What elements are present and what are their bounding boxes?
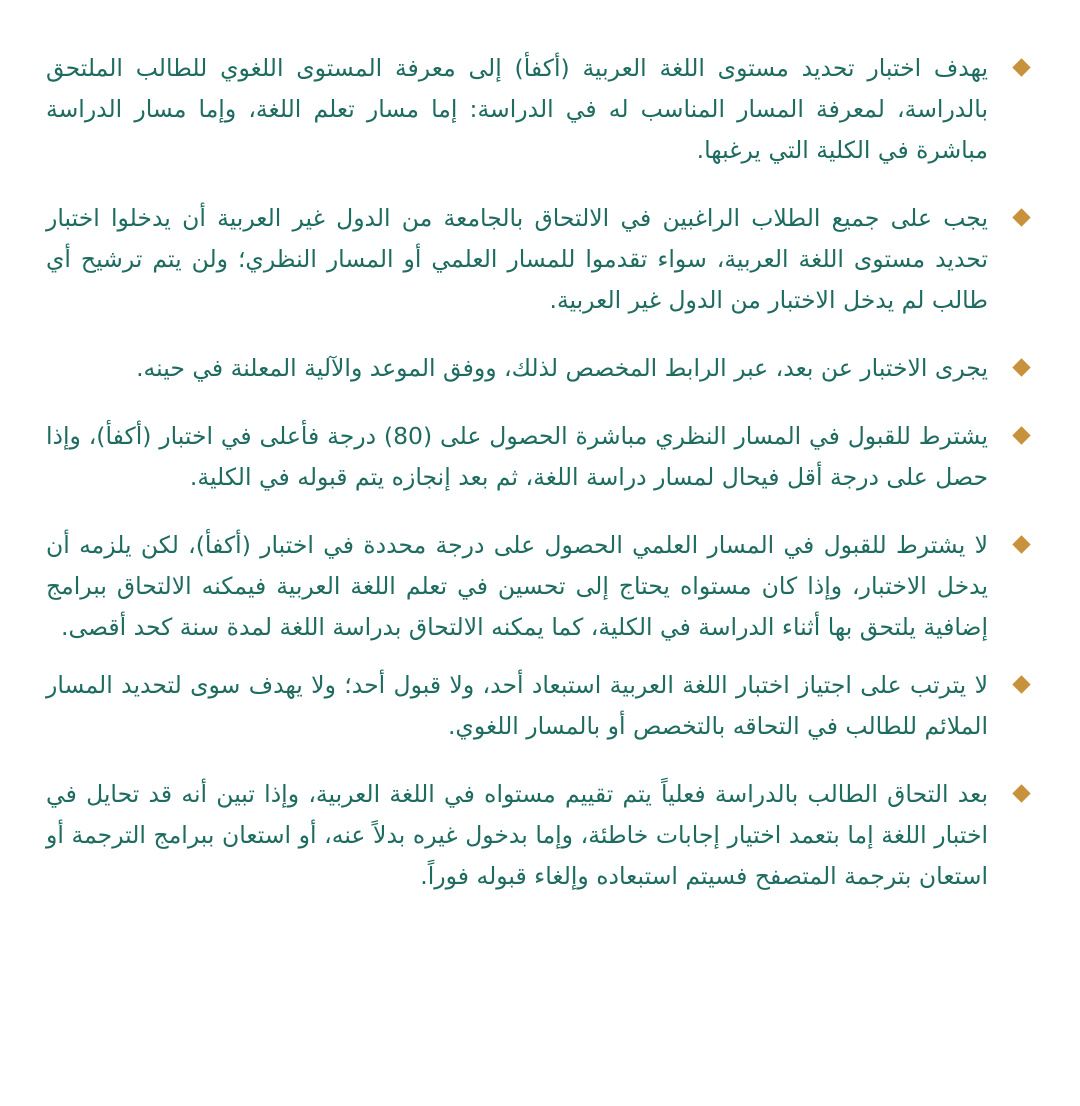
list-item-text: بعد التحاق الطالب بالدراسة فعلياً يتم تقييم مستواه في اللغة العربية، وإذا تبين أنه قد تحايل في اختبار اللغة إما بتعمد اختيار إجابات خاطئة، وإما بدخول غيره بدلاً عنه، أو استعان ببرامج الترجمة أو استعان بترجمة المتصفح فسيتم استبعاده وإلغاء قبوله فوراً. [46, 780, 988, 890]
list-item [46, 774, 1032, 897]
list-item-text: يجب على جميع الطلاب الراغبين في الالتحاق بالجامعة من الدول غير العربية أن يدخلوا اختبار تحديد مستوى اللغة العربية، سواء تقدموا للمسار العلمي أو المسار النظري؛ ولن يتم ترشيح أي طالب لم يدخل الاختبار من الدول غير العربية. [46, 204, 988, 314]
list-item [46, 416, 1032, 498]
diamond-bullet-icon [1012, 426, 1030, 444]
list-item-text: يهدف اختبار تحديد مستوى اللغة العربية (أكفأ) إلى معرفة المستوى اللغوي للطالب الملتحق بالدراسة، لمعرفة المسار المناسب له في الدراسة: إما مسار تعلم اللغة، وإما مسار الدراسة مباشرة في الكلية التي يرغبها. [46, 54, 988, 164]
diamond-bullet-icon [1012, 535, 1030, 553]
list-item [46, 525, 1032, 648]
diamond-bullet-icon [1012, 675, 1030, 693]
list-item-text: لا يترتب على اجتياز اختبار اللغة العربية استبعاد أحد، ولا قبول أحد؛ ولا يهدف سوى لتحديد المسار الملائم للطالب في التحاقه بالتخصص أو بالمسار اللغوي. [46, 671, 988, 740]
diamond-bullet-icon [1012, 58, 1030, 76]
list-item [46, 198, 1032, 321]
diamond-bullet-icon [1012, 208, 1030, 226]
list-item [46, 665, 1032, 747]
bullet-list [46, 48, 1032, 897]
list-item-text: لا يشترط للقبول في المسار العلمي الحصول على درجة محددة في اختبار (أكفأ)، لكن يلزمه أن يدخل الاختبار، وإذا كان مستواه يحتاج إلى تحسين في تعلم اللغة العربية فيمكنه الالتحاق ببرامج إضافية يلتحق بها أثناء الدراسة في الكلية، كما يمكنه الالتحاق بدراسة اللغة لمدة سنة كحد أقصى. [46, 531, 988, 641]
list-item [46, 348, 1032, 389]
list-item [46, 48, 1032, 171]
list-item-text: يجرى الاختبار عن بعد، عبر الرابط المخصص لذلك، ووفق الموعد والآلية المعلنة في حينه. [136, 354, 988, 382]
diamond-bullet-icon [1012, 784, 1030, 802]
diamond-bullet-icon [1012, 358, 1030, 376]
list-item-text: يشترط للقبول في المسار النظري مباشرة الحصول على (80) درجة فأعلى في اختبار (أكفأ)، وإذا حصل على درجة أقل فيحال لمسار دراسة اللغة، ثم بعد إنجازه يتم قبوله في الكلية. [46, 422, 988, 491]
